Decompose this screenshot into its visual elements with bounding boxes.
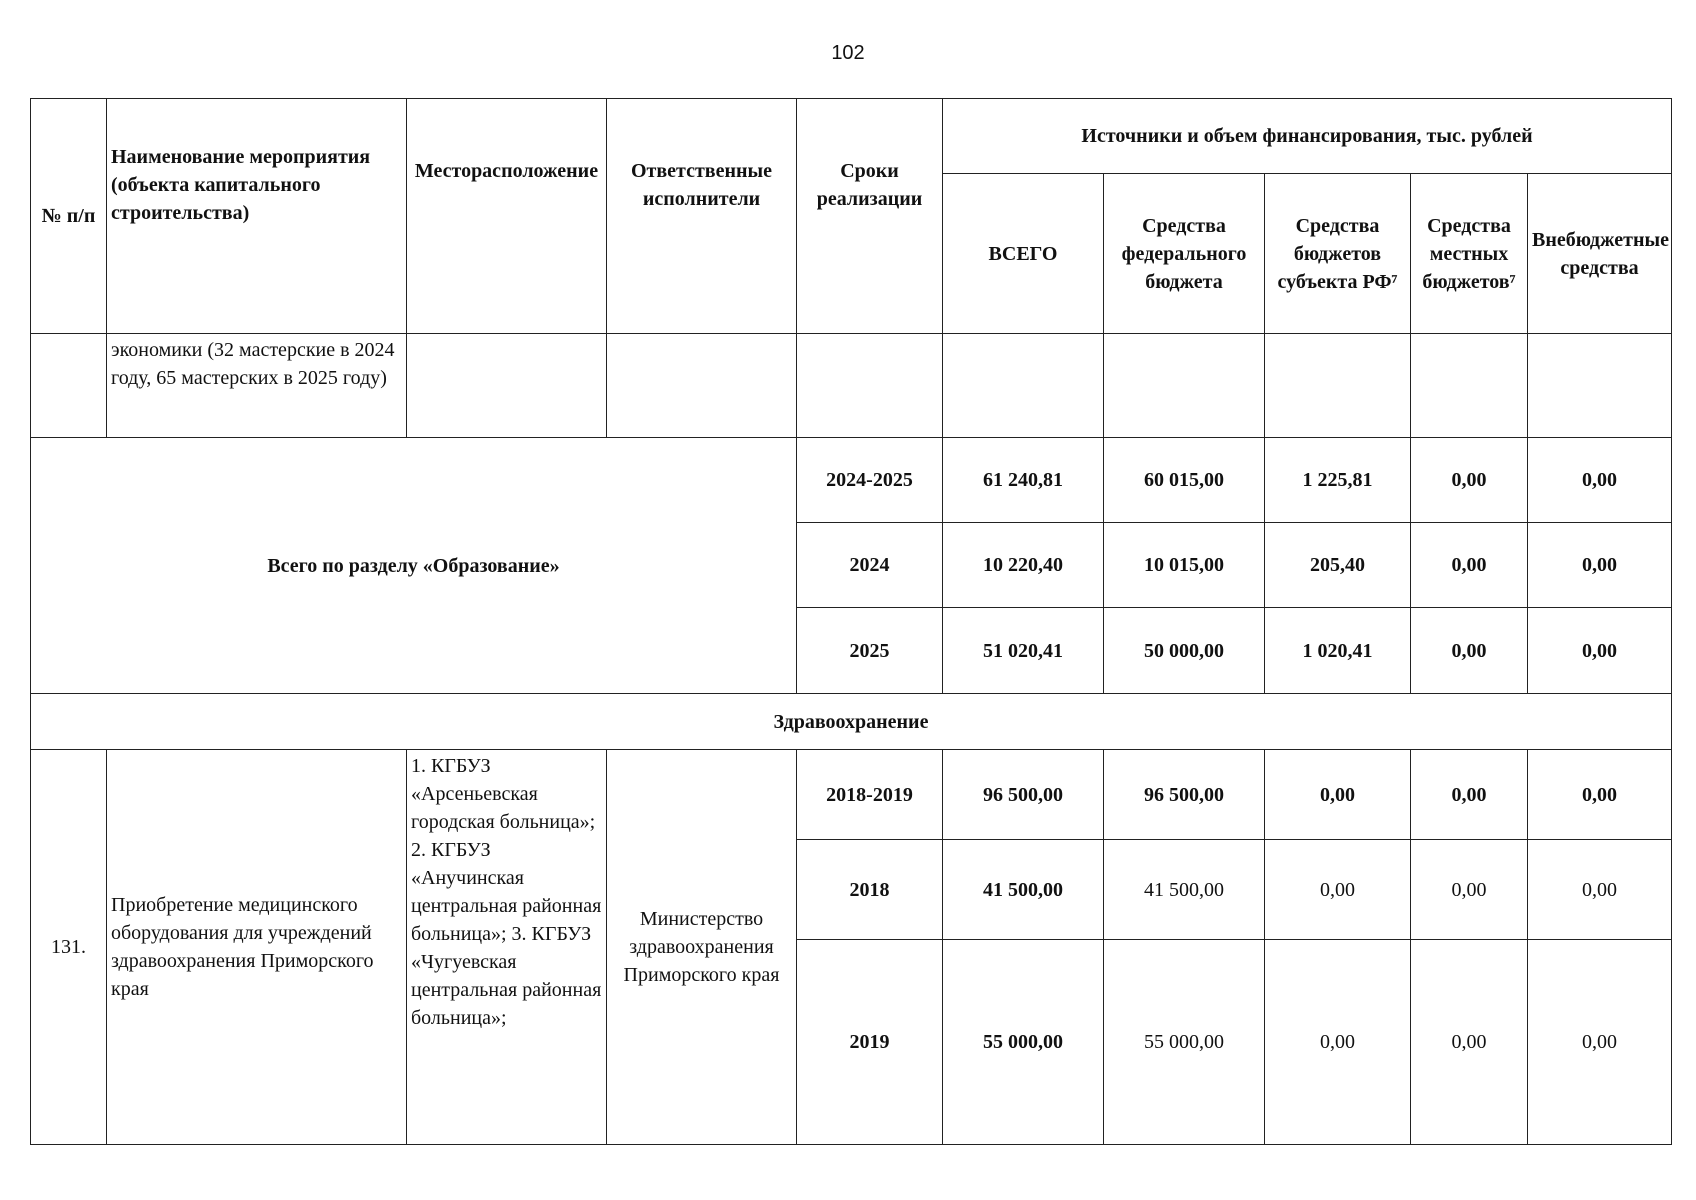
- continuation-name: экономики (32 мастерские в 2024 году, 65 мастерских в 2025 году): [107, 334, 407, 438]
- table-row: [31, 694, 1672, 750]
- extra-cell: 0,00: [1528, 438, 1672, 523]
- local-cell: 0,00: [1411, 840, 1528, 940]
- local-cell: 0,00: [1411, 608, 1528, 694]
- continuation-local: [1411, 334, 1528, 438]
- item-responsible: Министерство здравоохранения Приморского края: [607, 750, 797, 1145]
- total-cell: 51 020,41: [943, 608, 1104, 694]
- extra-cell: 0,00: [1528, 750, 1672, 840]
- local-cell: 0,00: [1411, 438, 1528, 523]
- period-cell: 2018: [797, 840, 943, 940]
- federal-cell: 96 500,00: [1104, 750, 1265, 840]
- item-name: Приобретение медицинского оборудования для учреждений здравоохранения Приморского края: [107, 750, 407, 1145]
- table-row: [31, 750, 1672, 840]
- total-cell: 61 240,81: [943, 438, 1104, 523]
- regional-cell: 1 020,41: [1265, 608, 1411, 694]
- extra-cell: 0,00: [1528, 523, 1672, 608]
- local-cell: 0,00: [1411, 750, 1528, 840]
- period-cell: 2024-2025: [797, 438, 943, 523]
- total-cell: 41 500,00: [943, 840, 1104, 940]
- header-total: ВСЕГО: [943, 174, 1104, 334]
- funding-table: [30, 98, 1672, 1145]
- period-cell: 2024: [797, 523, 943, 608]
- continuation-federal: [1104, 334, 1265, 438]
- local-cell: 0,00: [1411, 940, 1528, 1145]
- total-cell: 96 500,00: [943, 750, 1104, 840]
- extra-cell: 0,00: [1528, 840, 1672, 940]
- federal-cell: 60 015,00: [1104, 438, 1265, 523]
- regional-cell: 205,40: [1265, 523, 1411, 608]
- federal-cell: 41 500,00: [1104, 840, 1265, 940]
- continuation-regional: [1265, 334, 1411, 438]
- continuation-terms: [797, 334, 943, 438]
- section-title-health: Здравоохранение: [31, 694, 1672, 750]
- local-cell: 0,00: [1411, 523, 1528, 608]
- header-responsible: Ответственные исполнители: [607, 99, 797, 334]
- header-name: Наименование мероприятия (объекта капитального строительства): [107, 99, 407, 334]
- extra-cell: 0,00: [1528, 940, 1672, 1145]
- continuation-total: [943, 334, 1104, 438]
- table-row: [31, 438, 1672, 523]
- regional-cell: 0,00: [1265, 840, 1411, 940]
- continuation-location: [407, 334, 607, 438]
- header-federal: Средства федерального бюджета: [1104, 174, 1265, 334]
- federal-cell: 55 000,00: [1104, 940, 1265, 1145]
- total-cell: 55 000,00: [943, 940, 1104, 1145]
- header-local: Средства местных бюджетов⁷: [1411, 174, 1528, 334]
- regional-cell: 0,00: [1265, 750, 1411, 840]
- header-terms: Сроки реализации: [797, 99, 943, 334]
- item-location: 1. КГБУЗ «Арсеньевская городская больница»; 2. КГБУЗ «Анучинская центральная районная больница»; 3. КГБУЗ «Чугуевская центральная районная больница»;: [407, 750, 607, 1145]
- continuation-num: [31, 334, 107, 438]
- regional-cell: 1 225,81: [1265, 438, 1411, 523]
- period-cell: 2018-2019: [797, 750, 943, 840]
- table-row: [31, 334, 1672, 438]
- period-cell: 2025: [797, 608, 943, 694]
- header-regional: Средства бюджетов субъекта РФ⁷: [1265, 174, 1411, 334]
- continuation-responsible: [607, 334, 797, 438]
- education-total-label: Всего по разделу «Образование»: [31, 438, 797, 694]
- header-num: № п/п: [31, 99, 107, 334]
- item-num: 131.: [31, 750, 107, 1145]
- extra-cell: 0,00: [1528, 608, 1672, 694]
- header-location: Месторасположение: [407, 99, 607, 334]
- continuation-extra: [1528, 334, 1672, 438]
- regional-cell: 0,00: [1265, 940, 1411, 1145]
- period-cell: 2019: [797, 940, 943, 1145]
- header-funding: Источники и объем финансирования, тыс. рублей: [943, 99, 1672, 174]
- page-number: 102: [831, 42, 865, 64]
- total-cell: 10 220,40: [943, 523, 1104, 608]
- federal-cell: 50 000,00: [1104, 608, 1265, 694]
- federal-cell: 10 015,00: [1104, 523, 1265, 608]
- header-extra: Внебюджетные средства: [1528, 174, 1672, 334]
